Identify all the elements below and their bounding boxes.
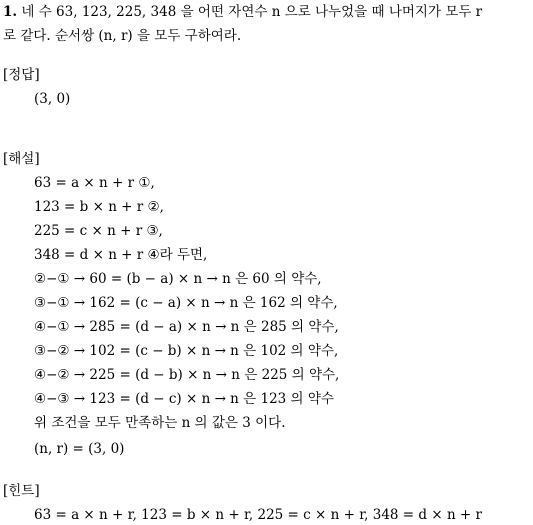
hint-value: 63 = a × n + r, 123 = b × n + r, 225 = c × n + r, 348 = d × n + r <box>34 507 482 523</box>
solution-line-3: 225 = c × n + r ③, <box>34 223 163 239</box>
problem-text-1: 네 수 63, 123, 225, 348 을 어떤 자연수 n 으로 나누었을 때 나머지가 모두 r <box>21 4 483 20</box>
solution-line-6: ③−① → 162 = (c − a) × n → n 은 162 의 약수, <box>34 295 338 311</box>
solution-line-11: 위 조건을 모두 만족하는 n 의 값은 3 이다. <box>34 415 286 431</box>
solution-line-2: 123 = b × n + r ②, <box>34 199 164 215</box>
solution-heading: [해설] <box>3 151 40 167</box>
problem-number: 1. <box>3 4 18 20</box>
solution-line-5: ②−① → 60 = (b − a) × n → n 은 60 의 약수, <box>34 271 322 287</box>
solution-line-1: 63 = a × n + r ①, <box>34 175 155 191</box>
solution-line-8: ③−② → 102 = (c − b) × n → n 은 102 의 약수, <box>34 343 339 359</box>
solution-line-9: ④−② → 225 = (d − b) × n → n 은 225 의 약수, <box>34 367 340 383</box>
solution-line-4: 348 = d × n + r ④라 두면, <box>34 247 208 263</box>
hint-heading: [힌트] <box>3 483 40 499</box>
problem-line-2: 로 같다. 순서쌍 (n, r) 을 모두 구하여라. <box>3 28 242 44</box>
solution-line-7: ④−① → 285 = (d − a) × n → n 은 285 의 약수, <box>34 319 339 335</box>
solution-result: (n, r) = (3, 0) <box>34 441 125 457</box>
answer-heading: [정답] <box>3 67 40 83</box>
problem-line-1 <box>3 3 482 21</box>
solution-line-10: ④−③ → 123 = (d − c) × n → n 은 123 의 약수 <box>34 391 334 407</box>
answer-value: (3, 0) <box>34 91 71 107</box>
